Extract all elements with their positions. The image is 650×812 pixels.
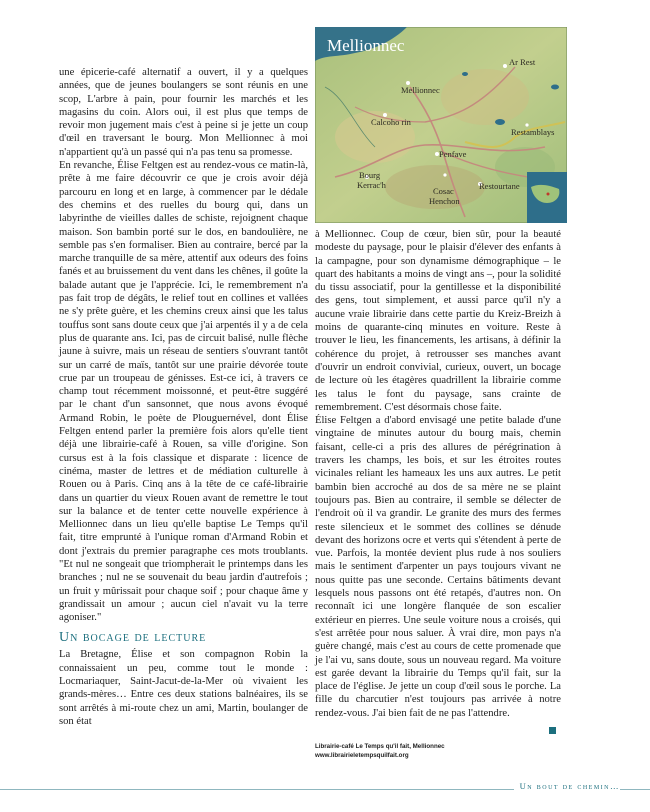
place-cosac-line2: Henchon [429, 196, 460, 206]
end-of-article-mark [549, 727, 556, 734]
paragraph: En revanche, Élise Feltgen est au rendez-vous ce matin-là, prête à me faire découvrir ce que je crois avoir déjà parcouru en long et en large, à commencer par le dédale des chemins et des ruelles du bourg qui, dans un labyrinthe de vieilles dalles de schiste, rejoignent chaque maison. Son bambin porté sur le dos, en bandoulière, ne semble pas s'en formaliser. Bien au contraire, bercé par la marche tranquille de sa mère, attentif aux odeurs des foins fanés et au bruissement du vent dans les chênes, il goûte la balade autant que je l'apprécie. Ici, le remembrement n'a pas fait trop de dégâts, le relief tout en collines et vallées ne s'y prête guère, et les chemins creux ainsi que les talus touffus sont sans doute ceux que j'ai arpentés il y a de cela plus de quarante ans. Ici, pas de circuit balisé, nulle flèche jaune à suivre, mais un réseau de sentiers s'ouvrant tantôt sur un carré de maïs, tantôt sur une prairie dévorée toute crue par un troupeau de génisses. Est-ce ici, à travers ce champ tout récemment moissonné, et peut-être suggéré par le chant d'un sansonnet, que nous avons évoqué Armand Robin, le poète de Plouguernével, dont Élise Feltgen entend parler la première fois alors qu'elle tient déjà une librairie-café à Rouen, sa ville d'origine. Son cursus est à la fois classique et disparate : licence de cinéma, master de lettres et de médiation culturelle à Rouen ou à Paris. Cinq ans à la tête de ce café-librairie dans un quartier du vieux Rouen avant de remettre le tout sur la balance et de tenter cette nouvelle expérience à Mellionnec dans un lieu qu'elle baptise Le Temps qu'il fait, titre emprunté à l'unique roman d'Armand Robin et dont j'extrais du premier paragraphe ces mots troublants. "Et nul ne songeait que triompherait le printemps dans les branches ; nul ne se souvenait du beau jardin d'autrefois ; un fruit y mûrissait pour chaque soif ; pour chaque âme y grandissait un amour ; aucun ciel n'avait vu la terre agoniser." [59, 160, 308, 624]
place-ar-rest: Ar Rest [509, 57, 536, 67]
section-heading: Un bocage de lecture [59, 630, 207, 646]
paragraph: La Bretagne, Élise et son compagnon Robin la connaissaient un peu, comme tout le monde : Locmariaquer, Saint-Jacut-de-la-Mer où vivaient les grands-mères… Entre ces deux stations balnéaires, ils se sont arrêtés à mi-route chez un ami, Martin, boulanger de son état [59, 649, 308, 727]
illustrated-map [315, 27, 567, 223]
left-column [59, 66, 308, 728]
credit-name: Librairie-café Le Temps qu'il fait, Mellionnec [315, 743, 445, 750]
place-bourg-line2: Kerrac'h [357, 180, 386, 190]
place-mellionnec: Mellionnec [401, 85, 440, 95]
place-penfave: Penfave [439, 149, 467, 159]
place-cosac-line1: Cosac [433, 186, 454, 196]
place-restourtane: Restourtane [479, 181, 520, 191]
place-calcoho: Calcoho rin [371, 117, 411, 127]
map-title: Mellionnec [327, 36, 405, 55]
map-artwork [315, 27, 567, 223]
running-footer: Un bout de chemin… [514, 781, 620, 791]
bookshop-credit [315, 743, 555, 760]
right-column [315, 228, 561, 720]
credit-url: www.librairieletempsquilfait.org [315, 751, 409, 759]
paragraph: à Mellionnec. Coup de cœur, bien sûr, pour la beauté modeste du paysage, pour le plaisir d'élever des enfants à la campagne, pour son dynamisme démographique – le quart des habitants a moins de vingt ans –, pour la solidité du tissu associatif, pour la gentillesse et la disponibilité des gens, tout simplement, et aussi parce qu'il n'y a aucune vraie librairie dans cette partie du Kreiz-Breizh à moins de quarante-cinq minutes en voiture. Reste à trouver le lieu, les financements, les artisans, à définir la cohérence du projet, à retrousser ses manches avant d'ouvrir un endroit convivial, curieux, ouvert, un bocage de lecture où les étagères quadrillent la librairie comme les talus le font du paysage, sans crainte de remembrement. C'est désormais chose faite. [315, 229, 561, 413]
paragraph: Élise Feltgen a d'abord envisagé une petite balade d'une vingtaine de minutes autour du bourg mais, chemin faisant, celle-ci a pris des allures de pérégrination à travers les champs, les bois, et sur les étroites routes vicinales reliant les hameaux les uns aux autres. Le petit bambin bien accroché au dos de sa mère ne se plaint toujours pas. Bien au contraire, il semble se délecter de l'endroit où il va grandir. Le granite des murs des fermes reste silencieux et le sommet des collines se dénude devant des horizons ocre et verts qui s'étendent à perte de vue. Parfois, la montée devient plus rude à nos souliers mais le sentiment d'arpenter un pays toujours vivant ne nous quitte pas une seconde. Certains bâtiments devant lesquels nous passons ont été retapés, d'autres non. On reconnaît ici une longère flanquée de son escalier extérieur en pierres. Une seule voiture nous a croisés, qui s'est arrêtée pour nous saluer. À vrai dire, mon pays n'a guère changé, mais c'est au cours de cette promenade que je l'ai vu, sans doute, sous un nouveau regard. Ma voiture est garée devant la librairie du Temps qu'il fait, sur la place de l'église. Je jette un coup d'œil sous le porche. La fille du charcutier n'est toujours pas arrivée à notre rendez-vous. J'ai bien fait de ne pas l'attendre. [315, 415, 561, 719]
place-bourg-line1: Bourg [359, 170, 381, 180]
paragraph: une épicerie-café alternatif a ouvert, il y a quelques années, que de jeunes boulangers se sont réunis en une scop, L'arbre à pain, pour fournir les marchés et les magasins du coin. Alors oui, il est plus que temps de revoir mon jugement mais c'est à peine si je jette un coup d'œil en traversant le bourg. Mon Mellionnec à moi n'appartient qu'à un passé qui n'a pas tenu sa promesse. [59, 67, 308, 158]
place-restamblays: Restamblays [511, 127, 555, 137]
